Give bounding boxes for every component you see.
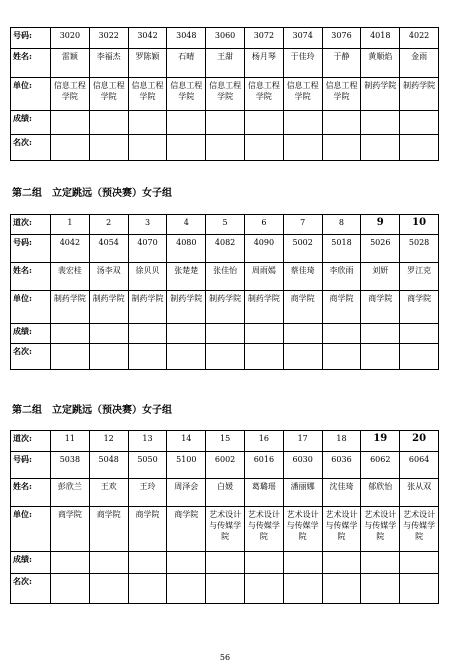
row-label: 姓名:	[11, 479, 51, 507]
row-label: 名次:	[11, 574, 51, 604]
name-cell: 张佳怡	[206, 263, 245, 291]
score-cell[interactable]	[244, 111, 283, 135]
id-cell: 5100	[167, 452, 206, 479]
name-cell: 于佳玲	[283, 49, 322, 78]
name-cell: 石晴	[167, 49, 206, 78]
heat-table-1	[10, 27, 439, 161]
score-cell[interactable]	[244, 552, 283, 574]
seq-cell: 6	[244, 215, 283, 235]
unit-cell: 信息工程学院	[51, 78, 90, 111]
rank-row	[11, 135, 439, 161]
score-row	[11, 111, 439, 135]
score-row	[11, 324, 439, 344]
name-cell: 白媛	[206, 479, 245, 507]
seq-cell: 17	[283, 431, 322, 452]
row-label: 号码:	[11, 28, 51, 49]
name-cell: 刘妍	[361, 263, 400, 291]
name-row	[11, 49, 439, 78]
score-cell[interactable]	[283, 111, 322, 135]
row-label: 姓名:	[11, 263, 51, 291]
rank-cell[interactable]	[322, 135, 361, 161]
rank-cell[interactable]	[51, 135, 90, 161]
score-cell[interactable]	[89, 111, 128, 135]
id-cell: 4090	[244, 235, 283, 263]
rank-cell[interactable]	[89, 344, 128, 370]
seq-cell: 5	[206, 215, 245, 235]
rank-cell[interactable]	[361, 574, 400, 604]
id-row	[11, 235, 439, 263]
name-cell: 张从双	[400, 479, 439, 507]
heat-table-3	[10, 430, 439, 604]
unit-cell: 商学院	[51, 507, 90, 552]
unit-cell: 制药学院	[89, 291, 128, 324]
seq-row	[11, 215, 439, 235]
unit-cell: 信息工程学院	[128, 78, 167, 111]
rank-cell[interactable]	[167, 574, 206, 604]
score-cell[interactable]	[167, 324, 206, 344]
unit-cell: 制药学院	[361, 78, 400, 111]
seq-cell: 7	[283, 215, 322, 235]
rank-cell[interactable]	[206, 344, 245, 370]
unit-cell: 制药学院	[128, 291, 167, 324]
id-cell: 3074	[283, 28, 322, 49]
rank-row	[11, 574, 439, 604]
seq-cell: 11	[51, 431, 90, 452]
id-row	[11, 452, 439, 479]
section-title: 第二组 立定跳远（预决赛）女子组	[12, 405, 172, 416]
rank-cell[interactable]	[361, 344, 400, 370]
row-label: 号码:	[11, 452, 51, 479]
rank-cell[interactable]	[206, 135, 245, 161]
name-row	[11, 479, 439, 507]
rank-cell[interactable]	[244, 135, 283, 161]
score-cell[interactable]	[51, 324, 90, 344]
name-cell: 李福杰	[89, 49, 128, 78]
name-cell: 沈佳琦	[322, 479, 361, 507]
rank-cell[interactable]	[322, 344, 361, 370]
id-cell: 3042	[128, 28, 167, 49]
seq-cell: 10	[400, 215, 439, 235]
name-cell: 张楚楚	[167, 263, 206, 291]
score-cell[interactable]	[400, 111, 439, 135]
row-label: 单位:	[11, 78, 51, 111]
section-title: 第二组 立定跳远（预决赛）女子组	[12, 188, 172, 199]
name-cell: 罗陈颖	[128, 49, 167, 78]
score-cell[interactable]	[361, 111, 400, 135]
rank-cell[interactable]	[400, 135, 439, 161]
score-cell[interactable]	[322, 111, 361, 135]
name-cell: 于静	[322, 49, 361, 78]
id-cell: 6062	[361, 452, 400, 479]
id-cell: 3022	[89, 28, 128, 49]
name-cell: 罗江克	[400, 263, 439, 291]
name-cell: 王玲	[128, 479, 167, 507]
unit-cell: 信息工程学院	[322, 78, 361, 111]
score-cell[interactable]	[167, 111, 206, 135]
id-cell: 5002	[283, 235, 322, 263]
seq-cell: 14	[167, 431, 206, 452]
unit-cell: 信息工程学院	[89, 78, 128, 111]
id-cell: 5026	[361, 235, 400, 263]
seq-cell: 8	[322, 215, 361, 235]
id-cell: 5048	[89, 452, 128, 479]
id-row	[11, 28, 439, 49]
id-cell: 6030	[283, 452, 322, 479]
score-cell[interactable]	[283, 552, 322, 574]
name-cell: 金雨	[400, 49, 439, 78]
unit-cell: 商学院	[322, 291, 361, 324]
name-cell: 潘丽娜	[283, 479, 322, 507]
rank-cell[interactable]	[167, 135, 206, 161]
name-cell: 彭欣兰	[51, 479, 90, 507]
unit-cell: 商学院	[400, 291, 439, 324]
name-cell: 徐贝贝	[128, 263, 167, 291]
unit-cell: 信息工程学院	[244, 78, 283, 111]
name-cell: 王欢	[89, 479, 128, 507]
rank-cell[interactable]	[400, 344, 439, 370]
score-cell[interactable]	[322, 552, 361, 574]
name-cell: 杨月琴	[244, 49, 283, 78]
seq-cell: 15	[206, 431, 245, 452]
id-cell: 5050	[128, 452, 167, 479]
id-cell: 4018	[361, 28, 400, 49]
row-label: 单位:	[11, 507, 51, 552]
id-cell: 5018	[322, 235, 361, 263]
name-cell: 周泽会	[167, 479, 206, 507]
id-cell: 3076	[322, 28, 361, 49]
rank-cell[interactable]	[128, 135, 167, 161]
unit-cell: 制药学院	[167, 291, 206, 324]
id-cell: 6036	[322, 452, 361, 479]
name-cell: 葛璐瑶	[244, 479, 283, 507]
name-cell: 雷颖	[51, 49, 90, 78]
row-label: 成绩:	[11, 324, 51, 344]
seq-cell: 18	[322, 431, 361, 452]
unit-cell: 艺术设计与传媒学院	[283, 507, 322, 552]
score-row	[11, 552, 439, 574]
rank-cell[interactable]	[283, 574, 322, 604]
id-cell: 4082	[206, 235, 245, 263]
unit-cell: 艺术设计与传媒学院	[361, 507, 400, 552]
rank-cell[interactable]	[361, 135, 400, 161]
name-cell: 郁欣怡	[361, 479, 400, 507]
unit-row	[11, 507, 439, 552]
unit-cell: 艺术设计与传媒学院	[206, 507, 245, 552]
name-cell: 裴宏桂	[51, 263, 90, 291]
rank-cell[interactable]	[128, 574, 167, 604]
seq-cell: 3	[128, 215, 167, 235]
rank-cell[interactable]	[89, 135, 128, 161]
rank-cell[interactable]	[167, 344, 206, 370]
rank-cell[interactable]	[89, 574, 128, 604]
name-cell: 黄顺焰	[361, 49, 400, 78]
score-cell[interactable]	[128, 552, 167, 574]
seq-cell: 20	[400, 431, 439, 452]
seq-cell: 2	[89, 215, 128, 235]
id-cell: 5028	[400, 235, 439, 263]
unit-cell: 信息工程学院	[206, 78, 245, 111]
row-label: 道次:	[11, 431, 51, 452]
score-cell[interactable]	[361, 324, 400, 344]
unit-cell: 商学院	[361, 291, 400, 324]
unit-cell: 商学院	[89, 507, 128, 552]
seq-cell: 12	[89, 431, 128, 452]
rank-cell[interactable]	[322, 574, 361, 604]
seq-cell: 1	[51, 215, 90, 235]
score-cell[interactable]	[400, 324, 439, 344]
name-row	[11, 263, 439, 291]
id-cell: 4070	[128, 235, 167, 263]
id-cell: 4054	[89, 235, 128, 263]
unit-cell: 商学院	[128, 507, 167, 552]
unit-cell: 制药学院	[51, 291, 90, 324]
name-cell: 汤李双	[89, 263, 128, 291]
id-cell: 4080	[167, 235, 206, 263]
unit-cell: 制药学院	[206, 291, 245, 324]
id-cell: 4022	[400, 28, 439, 49]
id-cell: 5038	[51, 452, 90, 479]
rank-row	[11, 344, 439, 370]
row-label: 姓名:	[11, 49, 51, 78]
unit-cell: 艺术设计与传媒学院	[322, 507, 361, 552]
rank-cell[interactable]	[206, 574, 245, 604]
rank-cell[interactable]	[244, 344, 283, 370]
name-cell: 李欣雨	[322, 263, 361, 291]
row-label: 名次:	[11, 135, 51, 161]
rank-cell[interactable]	[51, 344, 90, 370]
id-cell: 4042	[51, 235, 90, 263]
rank-cell[interactable]	[128, 344, 167, 370]
name-cell: 王甜	[206, 49, 245, 78]
unit-cell: 信息工程学院	[283, 78, 322, 111]
heat-table-2	[10, 214, 439, 370]
rank-cell[interactable]	[283, 135, 322, 161]
unit-cell: 制药学院	[400, 78, 439, 111]
row-label: 道次:	[11, 215, 51, 235]
score-cell[interactable]	[244, 324, 283, 344]
row-label: 单位:	[11, 291, 51, 324]
score-cell[interactable]	[361, 552, 400, 574]
seq-cell: 9	[361, 215, 400, 235]
id-cell: 3048	[167, 28, 206, 49]
rank-cell[interactable]	[283, 344, 322, 370]
page-number: 56	[219, 653, 231, 662]
row-label: 号码:	[11, 235, 51, 263]
row-label: 成绩:	[11, 552, 51, 574]
score-cell[interactable]	[206, 552, 245, 574]
score-cell[interactable]	[283, 324, 322, 344]
id-cell: 6002	[206, 452, 245, 479]
score-cell[interactable]	[128, 111, 167, 135]
row-label: 成绩:	[11, 111, 51, 135]
rank-cell[interactable]	[51, 574, 90, 604]
seq-cell: 13	[128, 431, 167, 452]
name-cell: 蔡佳琦	[283, 263, 322, 291]
id-cell: 3072	[244, 28, 283, 49]
score-cell[interactable]	[206, 111, 245, 135]
seq-cell: 4	[167, 215, 206, 235]
score-cell[interactable]	[89, 552, 128, 574]
unit-cell: 商学院	[283, 291, 322, 324]
score-cell[interactable]	[206, 324, 245, 344]
unit-cell: 制药学院	[244, 291, 283, 324]
score-cell[interactable]	[400, 552, 439, 574]
id-cell: 3020	[51, 28, 90, 49]
unit-row	[11, 291, 439, 324]
row-label: 名次:	[11, 344, 51, 370]
score-cell[interactable]	[167, 552, 206, 574]
id-cell: 6064	[400, 452, 439, 479]
unit-cell: 商学院	[167, 507, 206, 552]
unit-cell: 艺术设计与传媒学院	[244, 507, 283, 552]
name-cell: 周雨嫣	[244, 263, 283, 291]
score-cell[interactable]	[128, 324, 167, 344]
unit-cell: 艺术设计与传媒学院	[400, 507, 439, 552]
rank-cell[interactable]	[400, 574, 439, 604]
score-cell[interactable]	[51, 552, 90, 574]
unit-row	[11, 78, 439, 111]
id-cell: 6016	[244, 452, 283, 479]
unit-cell: 信息工程学院	[167, 78, 206, 111]
rank-cell[interactable]	[244, 574, 283, 604]
seq-cell: 16	[244, 431, 283, 452]
id-cell: 3060	[206, 28, 245, 49]
score-cell[interactable]	[89, 324, 128, 344]
seq-row	[11, 431, 439, 452]
seq-cell: 19	[361, 431, 400, 452]
score-cell[interactable]	[322, 324, 361, 344]
score-cell[interactable]	[51, 111, 90, 135]
